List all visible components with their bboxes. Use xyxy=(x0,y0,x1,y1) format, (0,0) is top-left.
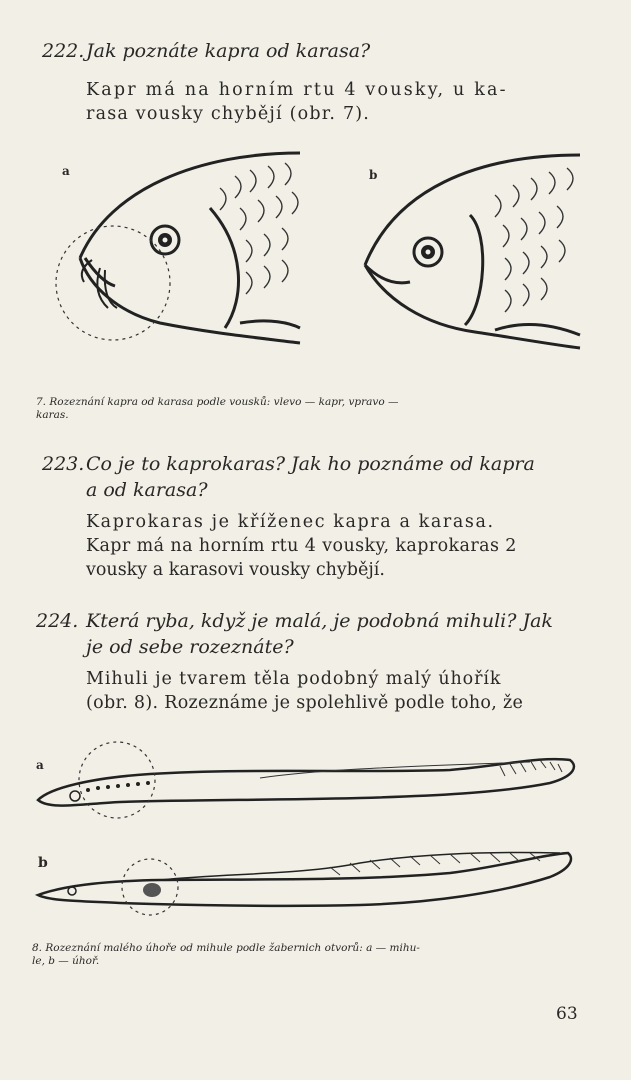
question-text: a od karasa? xyxy=(86,479,208,501)
caption-line: 8. Rozeznání malého úhoře od mihule podle žabernich otvorů: a — mihu- xyxy=(32,942,420,954)
question-number: 223. xyxy=(42,453,85,475)
figure-8-label-b: b xyxy=(38,855,48,871)
question-222 xyxy=(42,38,370,64)
answer-line: Mihuli je tvarem těla podobný malý úhořík xyxy=(86,669,502,689)
figure-8-caption xyxy=(32,942,584,968)
caption-line: karas. xyxy=(36,409,69,421)
answer-223 xyxy=(86,510,586,582)
question-number: 224. xyxy=(36,610,79,632)
question-text: Jak poznáte kapra od karasa? xyxy=(86,40,371,62)
figure-7-label-a: a xyxy=(62,164,70,178)
answer-line: (obr. 8). Rozeznáme je spolehlivě podle toho, že xyxy=(86,693,524,713)
figure-7-caption xyxy=(36,396,584,422)
figure-8-lamprey-illustration xyxy=(30,738,590,828)
figure-7-label-b: b xyxy=(369,168,378,182)
question-text: Která ryba, když je malá, je podobná mihuli? Jak xyxy=(86,610,553,632)
answer-line: rasa vousky chybějí (obr. 7). xyxy=(86,104,371,124)
figure-8-label-a: a xyxy=(36,758,44,772)
figure-7-crucian-illustration xyxy=(355,150,590,375)
answer-222 xyxy=(86,78,586,126)
answer-line: Kapr má na horním rtu 4 vousky, kaprokaras 2 xyxy=(86,536,517,556)
question-text: Co je to kaprokaras? Jak ho poznáme od kapra xyxy=(86,453,535,475)
answer-line: Kaprokaras je kříženec kapra a karasa. xyxy=(86,512,495,532)
answer-line: vousky a karasovi vousky chybějí. xyxy=(86,560,385,580)
caption-line: le, b — úhoř. xyxy=(32,955,100,967)
page-number: 63 xyxy=(556,1004,578,1024)
figure-7-carp-illustration xyxy=(40,148,310,373)
answer-line: Kapr má na horním rtu 4 vousky, u ka- xyxy=(86,80,508,100)
question-text: je od sebe rozeznáte? xyxy=(86,636,294,658)
question-224 xyxy=(36,608,553,660)
question-number: 222. xyxy=(42,40,85,62)
question-223 xyxy=(42,451,535,503)
caption-line: 7. Rozeznání kapra od karasa podle vousků: vlevo — kapr, vpravo — xyxy=(36,396,399,408)
answer-224 xyxy=(86,667,586,715)
figure-8-eel-illustration xyxy=(30,845,590,925)
